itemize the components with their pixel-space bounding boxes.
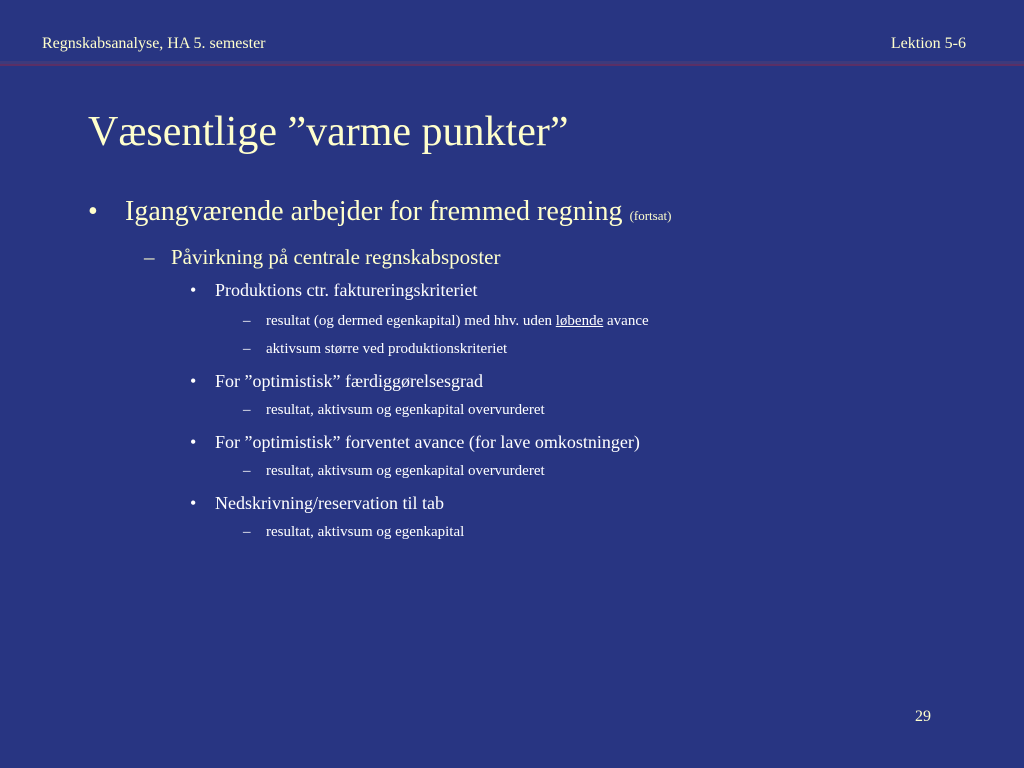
dash-marker: – xyxy=(144,245,155,269)
bullet-level2-text: Påvirkning på centrale regnskabsposter xyxy=(171,245,501,269)
text-segment: resultat (og dermed egenkapital) med hhv. uden xyxy=(266,313,556,329)
bullet-level1-text xyxy=(125,196,671,228)
underlined-word: løbende xyxy=(555,313,604,329)
bullet-level1-note: (fortsat) xyxy=(629,208,672,223)
bullet-level1-main: Igangværende arbejder for fremmed regning xyxy=(125,196,623,227)
dash-marker: – xyxy=(243,463,251,479)
bullet-level4-text: aktivsum større ved produktionskriteriet xyxy=(266,341,508,357)
page-number: 29 xyxy=(915,708,931,725)
dash-marker: – xyxy=(243,402,251,418)
bullet-level4-text: resultat, aktivsum og egenkapital xyxy=(266,524,465,540)
bullet-level3-text: Nedskrivning/reservation til tab xyxy=(215,493,444,513)
bullet-level3-text: For ”optimistisk” forventet avance (for lave omkostninger) xyxy=(215,432,640,452)
dash-marker: – xyxy=(243,341,251,357)
bullet-marker: • xyxy=(190,493,197,513)
bullet-marker: • xyxy=(190,432,197,452)
dash-marker: – xyxy=(243,313,251,329)
header-divider xyxy=(0,61,1024,66)
bullet-marker: • xyxy=(190,371,197,391)
bullet-marker: • xyxy=(190,280,197,300)
bullet-level4-text: resultat, aktivsum og egenkapital overvurderet xyxy=(266,402,545,418)
slide-title: Væsentlige ”varme punkter” xyxy=(88,109,569,155)
bullet-level4-text xyxy=(266,313,649,330)
text-segment: avance xyxy=(603,313,649,329)
header-left-text: Regnskabsanalyse, HA 5. semester xyxy=(42,35,266,52)
header-right-text: Lektion 5-6 xyxy=(890,35,966,52)
dash-marker: – xyxy=(243,524,251,540)
bullet-level3-text: For ”optimistisk” færdiggørelsesgrad xyxy=(215,371,483,391)
bullet-level4-text: resultat, aktivsum og egenkapital overvurderet xyxy=(266,463,545,479)
bullet-marker: • xyxy=(88,196,98,227)
bullet-level3-text: Produktions ctr. faktureringskriteriet xyxy=(215,280,478,300)
